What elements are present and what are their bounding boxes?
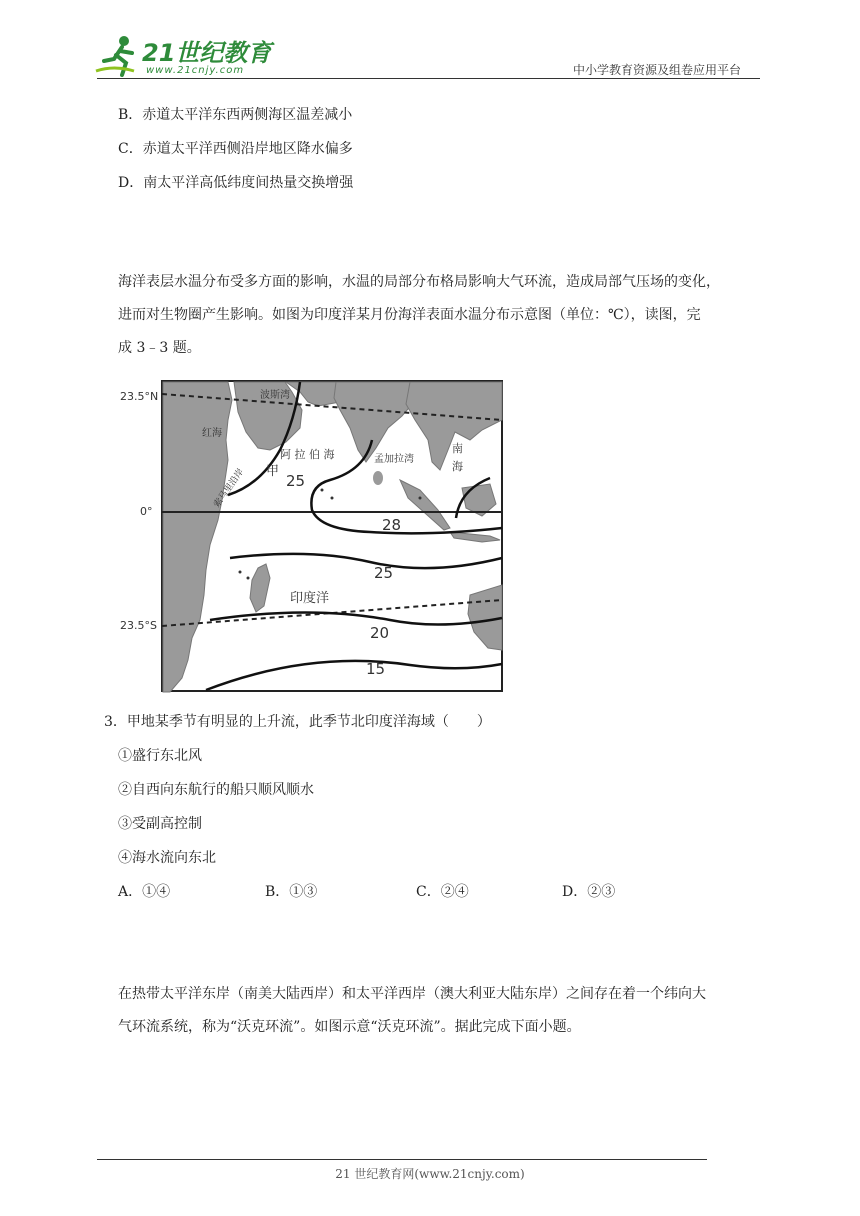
isotherm-label-25-north: 25: [286, 472, 306, 490]
isotherm-label-28: 28: [382, 516, 402, 534]
isotherm-label-25-south: 25: [374, 564, 394, 582]
intro-line-3: 成 3﹣3 题。: [118, 340, 201, 356]
choice-letter: A．: [118, 884, 143, 900]
choice-letter: D．: [562, 884, 588, 900]
choice-text: ②④: [440, 884, 469, 900]
indian-ocean-sst-map: [110, 380, 510, 695]
option-letter: D．: [118, 175, 144, 191]
question-item-1: ①盛行东北风: [118, 748, 202, 764]
intro-line-2: 进而对生物圈产生影响。如图为印度洋某月份海洋表面水温分布示意图（单位：℃），读图，完: [118, 307, 701, 323]
choice-d[interactable]: [562, 882, 615, 902]
logo-url: www.21cnjy.com: [146, 65, 245, 76]
runner-logo-icon: [94, 35, 144, 77]
isotherm-label-15: 15: [366, 660, 386, 678]
option-b: [118, 105, 352, 125]
choice-b[interactable]: [265, 882, 317, 902]
arabian-sea-label: 阿 拉 伯 海: [280, 448, 335, 461]
option-letter: C．: [118, 141, 143, 157]
choice-c[interactable]: [416, 882, 469, 902]
lat-north-label: 23.5°N: [120, 390, 159, 403]
persian-gulf-label: 波斯湾: [260, 390, 290, 401]
lat-south-label: 23.5°S: [120, 619, 157, 632]
bay-of-bengal-label: 孟加拉湾: [374, 454, 414, 465]
intro-line-1: 海洋表层水温分布受多方面的影响，水温的局部分布格局影响大气环流，造成局部气压场的变化，: [118, 274, 720, 290]
somali-current-label: 索马里沿岸: [212, 467, 247, 510]
indian-ocean-label: 印度洋: [290, 591, 330, 606]
south-china-sea-label-1: 南: [452, 442, 463, 455]
isotherm-label-20: 20: [370, 624, 390, 642]
option-d: [118, 173, 353, 193]
question-item-2: ②自西向东航行的船只顺风顺水: [118, 782, 314, 798]
option-text: 南太平洋高低纬度间热量交换增强: [143, 175, 354, 191]
choice-text: ①③: [289, 884, 318, 900]
south-china-sea-label-2: 海: [452, 460, 463, 473]
intro2-line-2: 气环流系统，称为“沃克环流”。如图示意“沃克环流”。据此完成下面小题。: [118, 1019, 581, 1035]
option-letter: B．: [118, 107, 143, 123]
intro-paragraph: [118, 266, 768, 365]
choice-text: ①④: [142, 884, 171, 900]
intro2-paragraph: [118, 978, 768, 1044]
choice-letter: C．: [416, 884, 441, 900]
header-rule: [97, 78, 760, 79]
jia-label: 甲: [266, 464, 280, 479]
red-sea-label: 红海: [202, 428, 222, 439]
option-c: [118, 139, 353, 159]
option-text: 赤道太平洋西侧沿岸地区降水偏多: [142, 141, 353, 157]
question-item-4: ④海水流向东北: [118, 850, 216, 866]
choice-letter: B．: [265, 884, 290, 900]
header-right-text: 中小学教育资源及组卷应用平台: [573, 63, 742, 77]
question-item-3: ③受副高控制: [118, 816, 202, 832]
header: [0, 0, 860, 80]
choice-text: ②③: [587, 884, 616, 900]
option-text: 赤道太平洋东西两侧海区温差减小: [142, 107, 353, 123]
intro2-line-1: 在热带太平洋东岸（南美大陆西岸）和太平洋西岸（澳大利亚大陆东岸）之间存在着一个纬向大: [118, 986, 706, 1002]
lat-equator-label: 0°: [140, 505, 153, 518]
logo-text: 21世纪教育: [142, 39, 272, 67]
footer-rule: [97, 1159, 707, 1160]
question-stem: 3．甲地某季节有明显的上升流，此季节北印度洋海域（ ）: [104, 714, 491, 730]
choice-a[interactable]: [118, 882, 170, 902]
footer-text: 21 世纪教育网(www.21cnjy.com): [335, 1167, 525, 1181]
